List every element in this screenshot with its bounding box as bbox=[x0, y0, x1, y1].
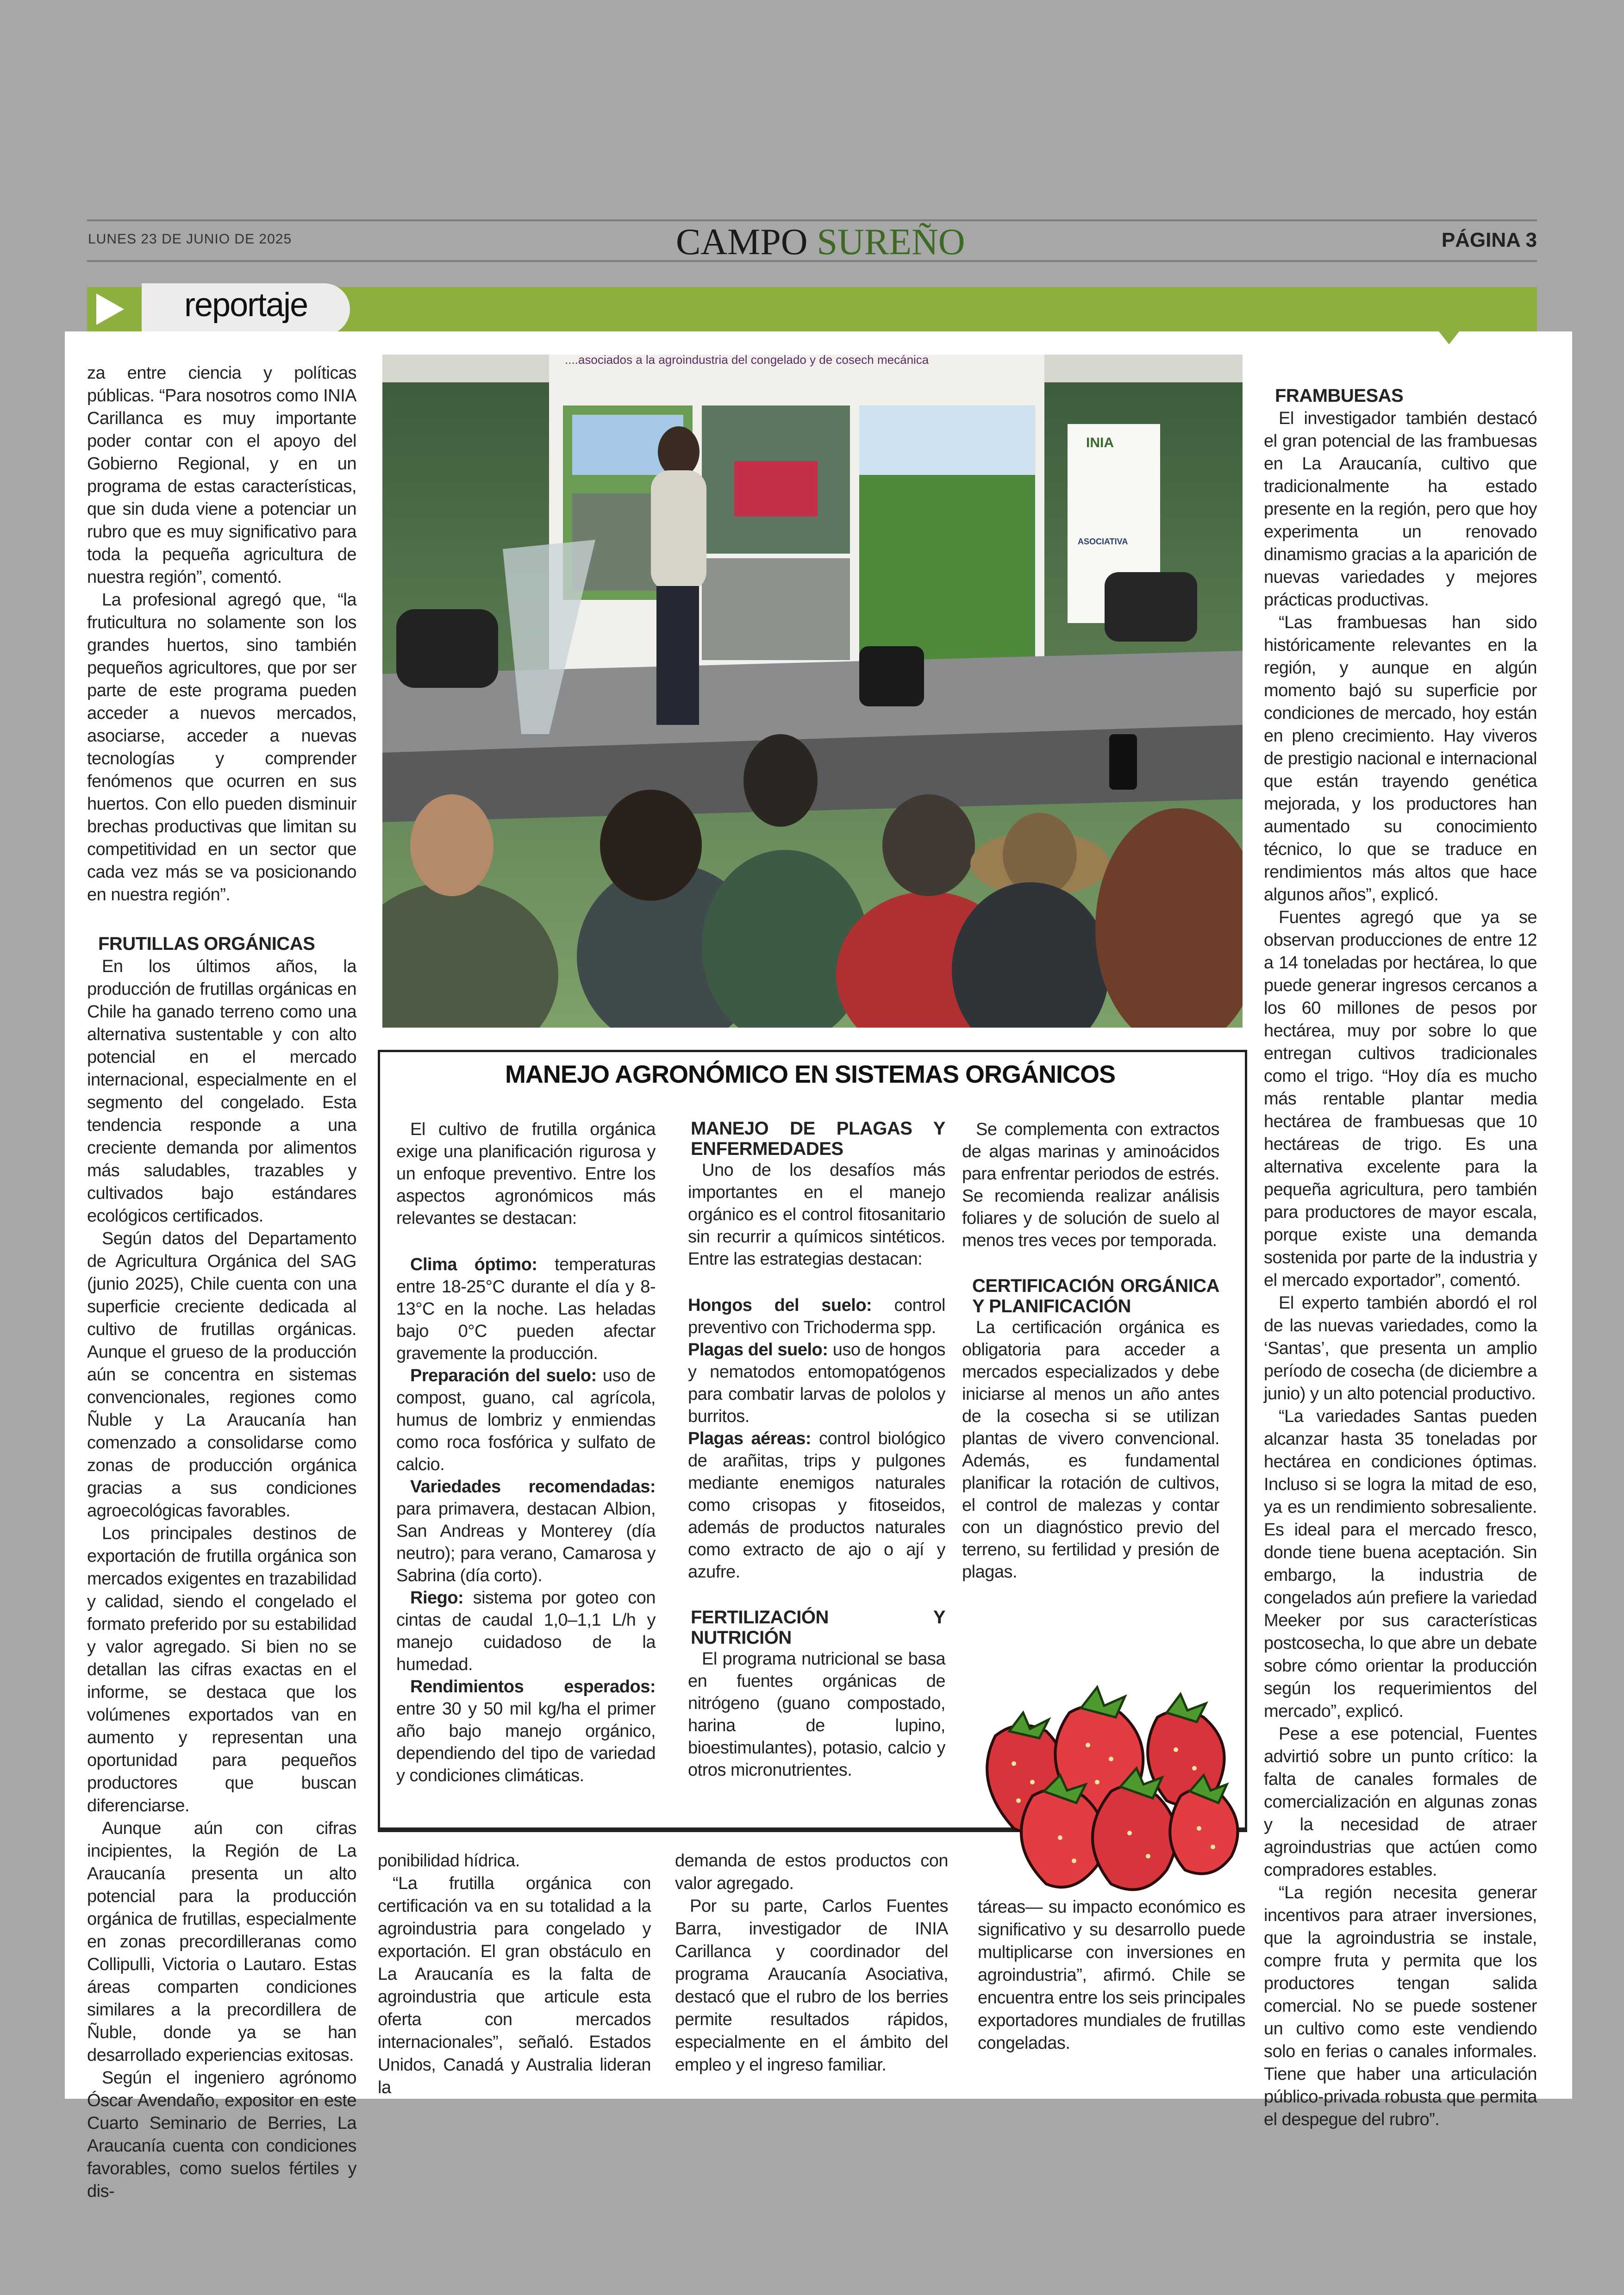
subheading: CERTIFICACIÓN ORGÁNICA Y PLANIFICACIÓN bbox=[972, 1276, 1219, 1316]
paragraph: “La variedades Santas pueden alcanzar hasta 35 toneladas por hectárea en condiciones óptimas. Incluso si se logra la mitad de eso, ya es un rendimiento sobresaliente. Es ideal para el mercado fresco, donde tiene buena aceptación. Sin embargo, la industria de congelados aún prefiere la variedad Meeker por sus características postcosecha, lo que abre un debate sobre cómo orientar la producción según los requerimientos del mercado”, explicó. bbox=[1264, 1407, 1537, 1721]
banner-logo-text: INIA bbox=[1086, 435, 1114, 450]
issue-date: LUNES 23 DE JUNIO DE 2025 bbox=[88, 231, 292, 247]
list-item-text: uso de hongos y nematodos entomopatógenos para combatir larvas de pololos y burritos. bbox=[688, 1340, 945, 1426]
list-item-label: Variedades recomendadas: bbox=[410, 1477, 656, 1497]
sidebar-column-3 bbox=[962, 1118, 1219, 1583]
list-item-text: temperaturas entre 18-25°C durante el día y 8-13°C en la noche. Las heladas bajo 0°C pueden afectar gravemente la producción. bbox=[396, 1255, 656, 1363]
paragraph: demanda de estos productos con valor agregado. bbox=[675, 1851, 948, 1893]
sidebar-column-1 bbox=[396, 1118, 656, 1787]
list-item-label: Plagas del suelo: bbox=[688, 1340, 828, 1360]
list-item-label: Clima óptimo: bbox=[410, 1255, 537, 1274]
list-item bbox=[688, 1339, 945, 1428]
paragraph: Fuentes agregó que ya se observan producciones de entre 12 a 14 toneladas por hectárea, lo que puede generar ingresos cercanos a los 60 millones de pesos por hectárea, muy por sobre lo que entregan cultivos tradicionales como el trigo. “Hoy día es mucho más rentable plantar media hectárea de frambuesas que 10 hectáreas de trigo. Es una alternativa excelente para la pequeña agricultura, pero también para productores de mayor escala, porque existe una demanda sostenida por parte de la industria y el mercado exportador”, comentó. bbox=[1264, 908, 1537, 1290]
paragraph: “Las frambuesas han sido históricamente relevantes en la región, y aunque en algún momento bajó su superficie por condiciones de mercado, hoy están en pleno crecimiento. Hay viveros de prestigio nacional e internacional que están trayendo genética mejorada, y los productores han aumentado su conocimiento técnico, lo que se traduce en rendimientos más altos que hace algunos años”, explicó. bbox=[1264, 613, 1537, 904]
strawberry-icon bbox=[963, 1643, 1259, 1902]
paragraph: El cultivo de frutilla orgánica exige una planificación rigurosa y un enfoque preventivo. Entre los aspectos agronómicos más relevantes se destacan: bbox=[396, 1120, 656, 1228]
list-item-text: sistema por goteo con cintas de caudal 1,0–1,1 L/h y manejo cuidadoso de la humedad. bbox=[396, 1588, 656, 1674]
newspaper-title-part2: SUREÑO bbox=[817, 222, 965, 262]
list-item bbox=[396, 1476, 656, 1587]
event-photo bbox=[382, 355, 1243, 1028]
list-item bbox=[396, 1254, 656, 1365]
article-column-5 bbox=[1264, 384, 1537, 2131]
paragraph: za entre ciencia y políticas públicas. “Para nosotros como INIA Carillanca es muy importante poder contar con el apoyo del Gobierno Regional, y en un programa de estas características, que sin duda viene a potenciar un rubro que es muy significativo para toda la pequeña agricultura de nuestra región”, comentó. bbox=[87, 363, 356, 587]
list-item bbox=[396, 1587, 656, 1676]
list-item-label: Plagas aéreas: bbox=[688, 1429, 812, 1448]
sidebar-column-2 bbox=[688, 1118, 945, 1781]
strawberry-illustration bbox=[963, 1643, 1259, 1902]
paragraph: “La frutilla orgánica con certificación va en su totalidad a la agroindustria para congelado y exportación. El gran obstáculo en La Araucanía es la falta de agroindustria que articule esta oferta con mercados internacionales”, señaló. Estados Unidos, Canadá y Australia lideran la bbox=[378, 1874, 651, 2097]
list-item bbox=[396, 1365, 656, 1476]
seminar-photo-illustration bbox=[382, 355, 1243, 1028]
paragraph: Pese a ese potencial, Fuentes advirtió sobre un punto crítico: la falta de canales formales de comercialización en algunas zonas y la necesidad de atraer agroindustrias que actúen como compradores estables. bbox=[1264, 1724, 1537, 1880]
list-item bbox=[688, 1294, 945, 1339]
paragraph: Según el ingeniero agrónomo Óscar Avendaño, expositor en este Cuarto Seminario de Berries, La Araucanía cuenta con condiciones favorables, como suelos fértiles y dis- bbox=[87, 2068, 356, 2201]
list-item-label: Rendimientos esperados: bbox=[410, 1677, 656, 1696]
paragraph: Uno de los desafíos más importantes en el manejo orgánico es el control fitosanitario sin recurrir a químicos sintéticos. Entre las estrategias destacan: bbox=[688, 1160, 945, 1269]
screen-caption: ....asociados a la agroindustria del congelado y de cosech mecánica bbox=[565, 355, 929, 367]
list-item-text: control preventivo con Trichoderma spp. bbox=[688, 1296, 945, 1337]
band-notch-icon bbox=[1439, 331, 1459, 344]
paragraph: táreas— su impacto económico es significativo y su desarrollo puede multiplicarse con inversiones en agroindustria”, afirmó. Chile se encuentra entre los seis principales exportadores mundiales de frutillas congeladas. bbox=[978, 1897, 1245, 2053]
play-arrow-icon bbox=[96, 293, 124, 325]
paragraph: Aunque aún con cifras incipientes, la Región de La Araucanía presenta un alto potencial para la producción orgánica de frutillas, especialmente en zonas precordilleranas como Collipulli, Victoria o Lautaro. Estas áreas comparten condiciones similares a la precordillera de Ñuble, donde ya se han desarrollado experiencias exitosas. bbox=[87, 1819, 356, 2065]
article-column-1 bbox=[87, 362, 356, 2203]
subheading: FRAMBUESAS bbox=[1275, 386, 1404, 406]
paragraph: ponibilidad hídrica. bbox=[378, 1851, 520, 1871]
sidebar-box-title: MANEJO AGRONÓMICO EN SISTEMAS ORGÁNICOS bbox=[505, 1060, 1116, 1088]
paragraph: La profesional agregó que, “la fruticultura no solamente son los grandes huertos, sino también pequeños agricultores, que por ser parte de este programa pueden acceder a nuevos mercados, asociarse, acceder a nuevas tecnologías y comprender fenómenos que ocurren en sus huertos. Con ello pueden disminuir brechas productivas que limitan su competitividad en un sector que cada vez más se va posicionando en nuestra región”. bbox=[87, 590, 356, 904]
paragraph: En los últimos años, la producción de frutillas orgánicas en Chile ha ganado terreno como una alternativa sustentable y con alto potencial en el mercado internacional, especialmente en el segmento del congelado. Esta tendencia responde a una creciente demanda por alimentos más saludables, trazables y cultivados bajo estándares ecológicos certificados. bbox=[87, 957, 356, 1226]
newspaper-title-part1: CAMPO bbox=[676, 222, 808, 262]
paragraph: El investigador también destacó el gran potencial de las frambuesas en La Araucanía, cultivo que tradicionalmente ha estado presente en la región, pero que hoy experimenta un renovado dinamismo gracias a la aparición de nuevas variedades y mejores prácticas productivas. bbox=[1264, 409, 1537, 610]
list-item-text: entre 30 y 50 mil kg/ha el primer año bajo manejo orgánico, dependiendo del tipo de variedad y condiciones climáticas. bbox=[396, 1699, 656, 1785]
subheading: MANEJO DE PLAGAS Y ENFERMEDADES bbox=[691, 1118, 945, 1159]
list-item-label: Hongos del suelo: bbox=[688, 1296, 872, 1315]
list-item-text: control biológico de arañitas, trips y pulgones mediante enemigos naturales como crisopas y fitoseidos, además de productos naturales como extracto de ajo o ají y azufre. bbox=[688, 1429, 946, 1582]
section-label: reportaje bbox=[184, 287, 308, 324]
article-column-4 bbox=[978, 1896, 1245, 2055]
paragraph: Según datos del Departamento de Agricultura Orgánica del SAG (junio 2025), Chile cuenta con una superficie creciente dedicada al cultivo de frutillas orgánicas. Aunque el grueso de la producción aún se concentra en sistemas convencionales, regiones como Ñuble y La Araucanía han comenzado a consolidarse como zonas de producción orgánica gracias a sus condiciones agroecológicas favorables. bbox=[87, 1229, 356, 1521]
paragraph: Por su parte, Carlos Fuentes Barra, investigador de INIA Carillanca y coordinador del programa Araucanía Asociativa, destacó que el rubro de los berries permite resultados rápidos, especialmente en el ámbito del empleo y el ingreso familiar. bbox=[675, 1896, 948, 2075]
page-number: PÁGINA 3 bbox=[1441, 229, 1537, 251]
article-column-3 bbox=[675, 1850, 948, 2077]
list-item-label: Preparación del suelo: bbox=[410, 1366, 597, 1385]
paragraph: Los principales destinos de exportación de frutilla orgánica son mercados exigentes en trazabilidad y calidad, siendo el congelado el formato preferido por su estabilidad y valor agregado. Si bien no se detallan las cifras exactas en el informe, se destaca que los volúmenes exportados van en aumento y representan una oportunidad para pequeños productores que buscan diferenciarse. bbox=[87, 1524, 356, 1815]
paragraph: El programa nutricional se basa en fuentes orgánicas de nitrógeno (guano compostado, harina de lupino, bioestimulantes), potasio, calcio y otros micronutrientes. bbox=[688, 1649, 945, 1780]
subheading: FRUTILLAS ORGÁNICAS bbox=[98, 934, 315, 954]
paragraph: El experto también abordó el rol de las nuevas variedades, como la ‘Santas’, que presenta un amplio período de cosecha (de diciembre a junio) y un alto potencial productivo. bbox=[1264, 1293, 1537, 1403]
paragraph: Se complementa con extractos de algas marinas y aminoácidos para enfrentar periodos de estrés. Se recomienda realizar análisis foliares y de solución de suelo al menos tres veces por temporada. bbox=[962, 1120, 1219, 1250]
newspaper-title bbox=[676, 221, 965, 263]
paragraph: La certificación orgánica es obligatoria para acceder a mercados especializados y debe iniciarse al menos un año antes de la cosecha si se utilizan plantas de vivero convencional. Además, es fundamental planificar la rotación de cultivos, el control de malezas y contar con un diagnóstico previo del terreno, su fertilidad y presión de plagas. bbox=[962, 1318, 1219, 1582]
subheading: FERTILIZACIÓN Y NUTRICIÓN bbox=[691, 1607, 945, 1648]
list-item-text: uso de compost, guano, cal agrícola, humus de lombriz y enmiendas como roca fosfórica y sulfato de calcio. bbox=[396, 1366, 656, 1474]
paragraph: “La región necesita generar incentivos para atraer inversiones, que la agroindustria se instale, compre fruta y permita que los productores tengan salida comercial. No se puede sostener un cultivo como este vendiendo solo en ferias o canales informales. Tiene que haber una articulación público-privada robusta que permita el despegue del rubro”. bbox=[1264, 1883, 1537, 2129]
list-item-text: para primavera, destacan Albion, San Andreas y Monterey (día neutro); para verano, Camarosa y Sabrina (día corto). bbox=[396, 1499, 656, 1585]
list-item bbox=[688, 1428, 945, 1583]
article-column-2 bbox=[378, 1850, 651, 2099]
banner-asociativa-text: ASOCIATIVA bbox=[1078, 537, 1128, 546]
list-item-label: Riego: bbox=[410, 1588, 464, 1608]
list-item bbox=[396, 1676, 656, 1787]
